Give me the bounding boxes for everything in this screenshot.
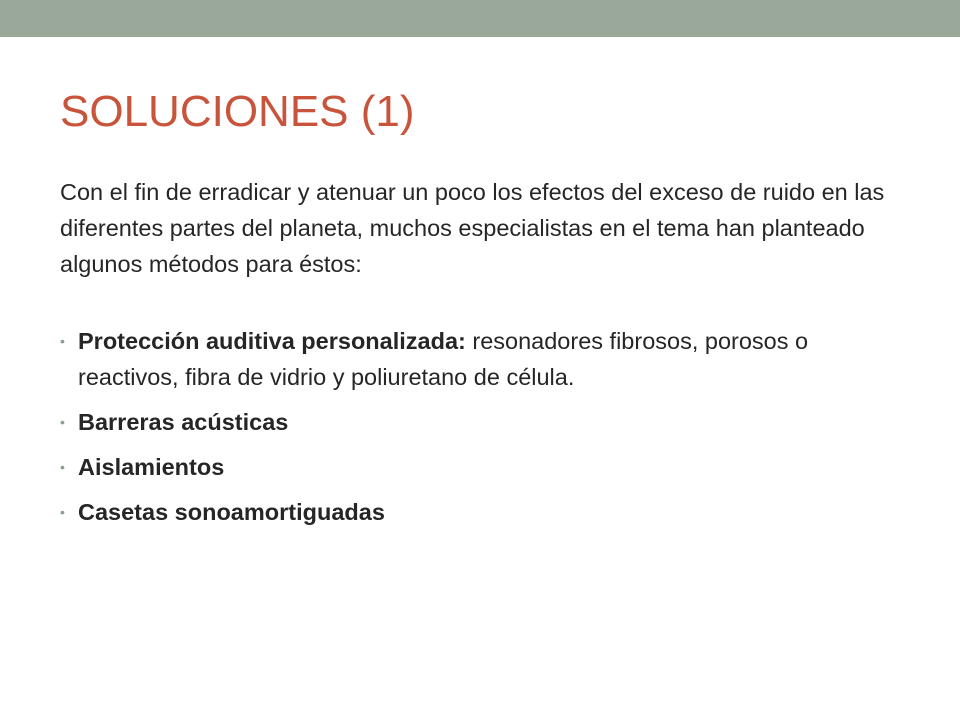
- bullet-item-barreras-acusticas: [60, 404, 910, 440]
- bullet-dot-icon: •: [60, 414, 65, 430]
- bullet-list: [60, 323, 910, 530]
- intro-paragraph: Con el fin de erradicar y atenuar un poco los efectos del exceso de ruido en las diferentes partes del planeta, muchos especialistas en el tema han planteado algunos métodos para éstos:: [60, 179, 885, 277]
- bullet-dot-icon: •: [60, 333, 65, 349]
- bullet-heading: Casetas sonoamortiguadas: [78, 499, 385, 525]
- bullet-heading: Barreras acústicas: [78, 409, 289, 435]
- bullet-dot-icon: •: [60, 459, 65, 475]
- bullet-text: resonadores fibrosos, porosos o reactivos, fibra de vidrio y poliuretano de célula.: [78, 328, 809, 390]
- bullet-dot-icon: •: [60, 504, 65, 520]
- bullet-item-aislamientos: [60, 449, 910, 485]
- slide-title: SOLUCIONES (1): [60, 87, 415, 136]
- bullet-item-proteccion-auditiva: [60, 323, 910, 395]
- bullet-item-casetas-sonoamortiguadas: [60, 494, 910, 530]
- top-accent-bar: [0, 0, 960, 37]
- slide-body: [60, 174, 910, 530]
- bullet-heading: Protección auditiva personalizada:: [78, 328, 466, 354]
- bullet-heading: Aislamientos: [78, 454, 225, 480]
